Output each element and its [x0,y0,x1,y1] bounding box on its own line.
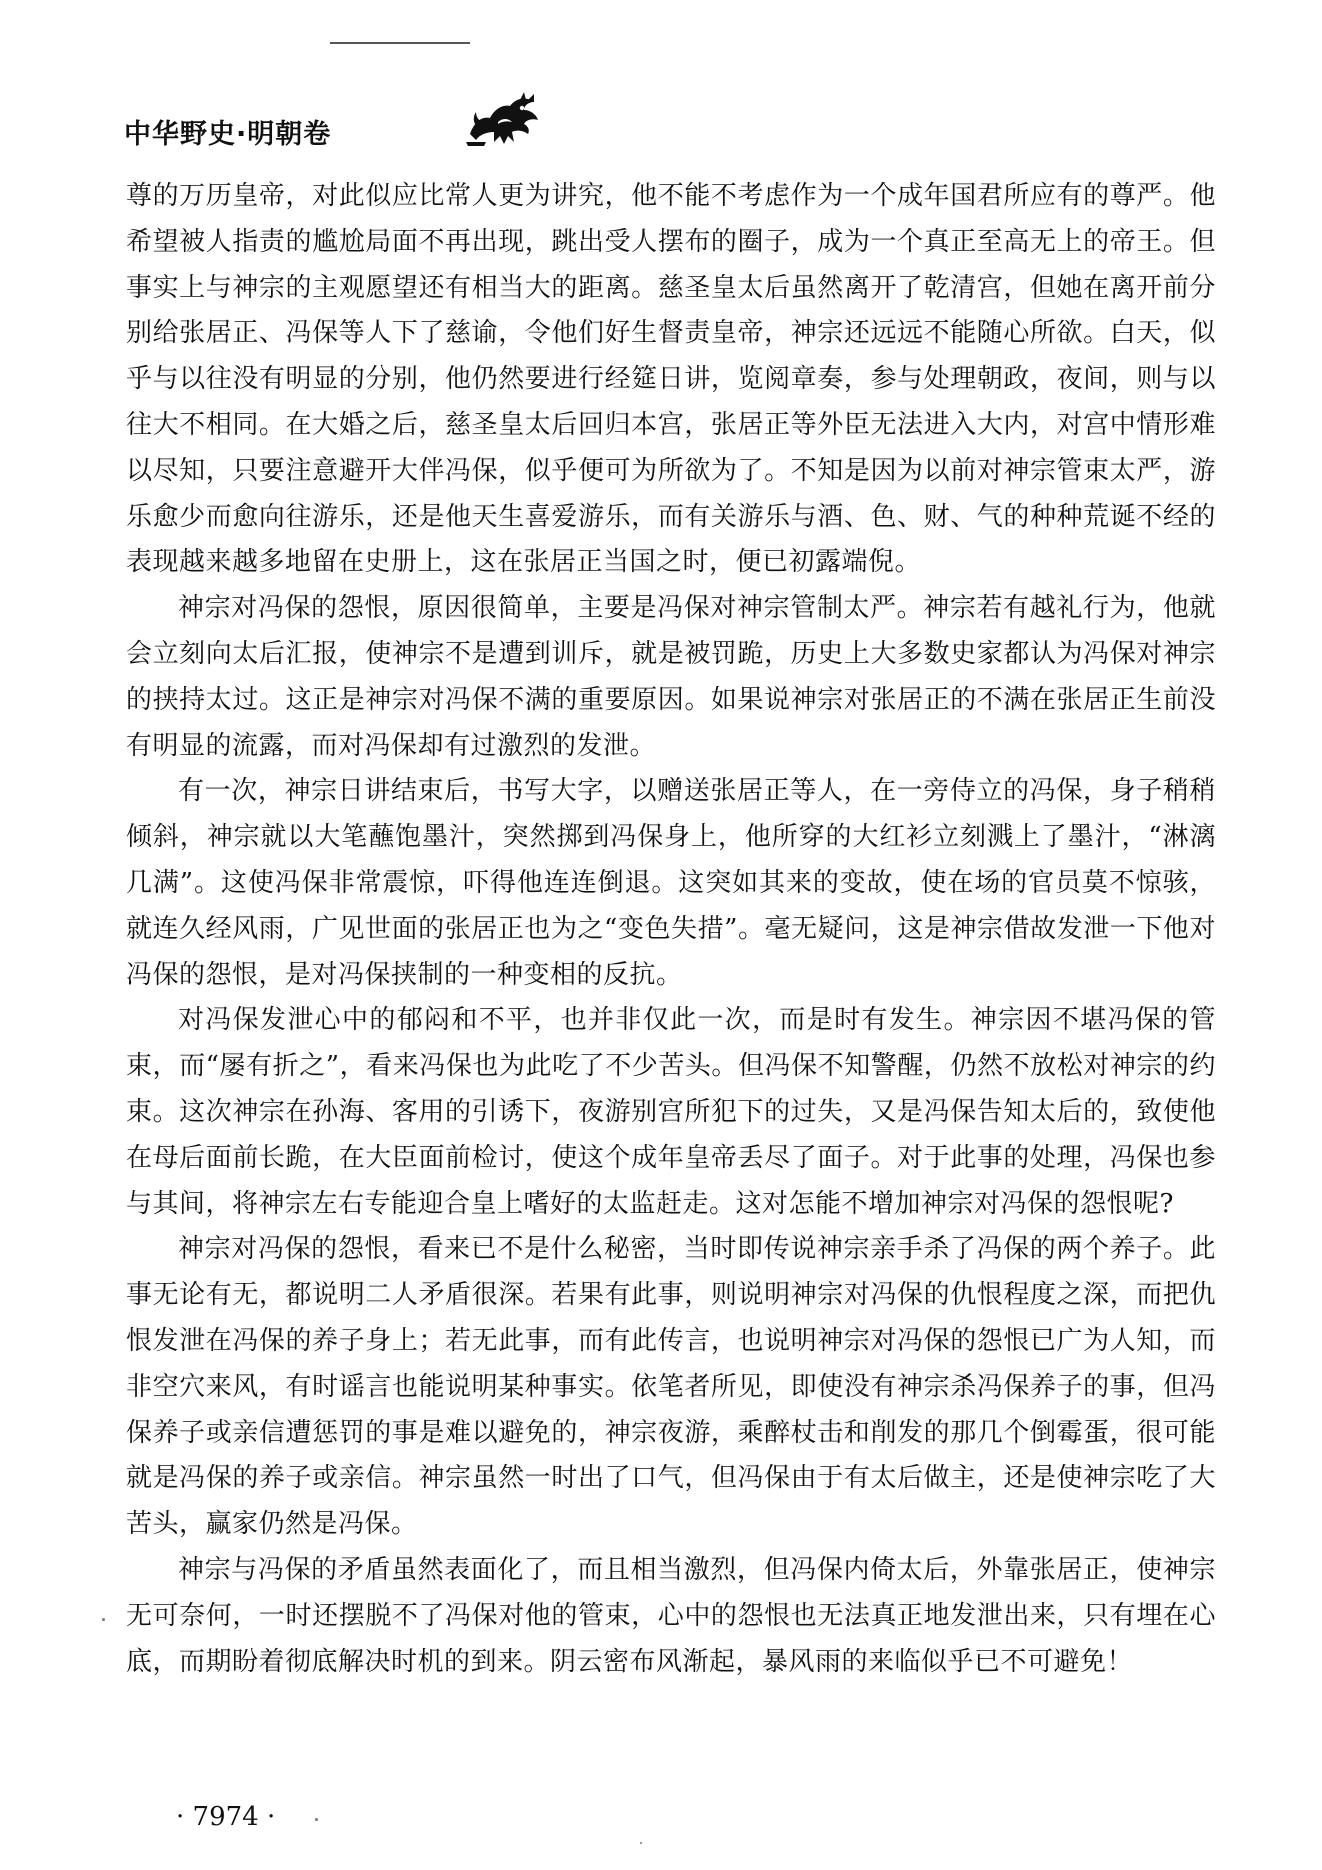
scan-speck [102,1618,105,1621]
paragraph: 对冯保发泄心中的郁闷和不平，也并非仅此一次，而是时有发生。神宗因不堪冯保的管束，而“屡有折之”，看来冯保也为此吃了不少苦头。但冯保不知警醒，仍然不放松对神宗的约束。这次神宗在孙海、客用的引诱下，夜游别宫所犯下的过失，又是冯保告知太后的，致使他在母后面前长跪，在大臣面前检讨，使这个成年皇帝丢尽了面子。对于此事的处理，冯保也参与其间，将神宗左右专能迎合皇上嗜好的太监赶走。这对怎能不增加神宗对冯保的怨恨呢? [126,1005,1216,1219]
paragraph: 神宗对冯保的怨恨，原因很简单，主要是冯保对神宗管制太严。神宗若有越礼行为，他就会立刻向太后汇报，使神宗不是遭到训斥，就是被罚跪，历史上大多数史家都认为冯保对神宗的挟持太过。这正是神宗对冯保不满的重要原因。如果说神宗对张居正的不满在张居正生前没有明显的流露，而对冯保却有过激烈的发泄。 [126,593,1216,761]
paragraph: 神宗与冯保的矛盾虽然表面化了，而且相当激烈，但冯保内倚太后，外靠张居正，使神宗无可奈何，一时还摆脱不了冯保对他的管束，心中的怨恨也无法真正地发泄出来，只有埋在心底，而期盼着彻底解决时机的到来。阴云密布风渐起，暴风雨的来临似乎已不可避免！ [126,1554,1216,1677]
paragraph: 有一次，神宗日讲结束后，书写大字，以赠送张居正等人，在一旁侍立的冯保，身子稍稍倾斜，神宗就以大笔蘸饱墨汁，突然掷到冯保身上，他所穿的大红衫立刻溅上了墨汁，“淋漓几满”。这使冯保非常震惊，吓得他连连倒退。这突如其来的变故，使在场的官员莫不惊骇，就连久经风雨，广见世面的张居正也为之“变色失措”。毫无疑问，这是神宗借故发泄一下他对冯保的怨恨，是对冯保挟制的一种变相的反抗。 [126,776,1216,990]
page-number: · 7974 · [176,1802,276,1832]
dragon-emblem-icon [464,88,546,152]
scan-speck [640,1842,642,1844]
top-rule [330,42,470,44]
page-header [124,108,1224,178]
body-text [126,174,1216,1685]
paragraph: 尊的万历皇帝，对此似应比常人更为讲究，他不能不考虑作为一个成年国君所应有的尊严。他希望被人指责的尴尬局面不再出现，跳出受人摆布的圈子，成为一个真正至高无上的帝王。但事实上与神宗的主观愿望还有相当大的距离。慈圣皇太后虽然离开了乾清宫，但她在离开前分别给张居正、冯保等人下了慈谕，令他们好生督责皇帝，神宗还远远不能随心所欲。白天，似乎与以往没有明显的分别，他仍然要进行经筵日讲，览阅章奏，参与处理朝政，夜间，则与以往大不相同。在大婚之后，慈圣皇太后回归本宫，张居正等外臣无法进入大内，对宫中情形难以尽知，只要注意避开大伴冯保，似乎便可为所欲为了。不知是因为以前对神宗管束太严，游乐愈少而愈向往游乐，还是他天生喜爱游乐，而有关游乐与酒、色、财、气的种种荒诞不经的表现越来越多地留在史册上，这在张居正当国之时，便已初露端倪。 [126,181,1216,578]
scan-speck [315,1818,318,1821]
series-title: 中华野史·明朝卷 [124,119,332,150]
paragraph: 神宗对冯保的怨恨，看来已不是什么秘密，当时即传说神宗亲手杀了冯保的两个养子。此事无论有无，都说明二人矛盾很深。若果有此事，则说明神宗对冯保的仇恨程度之深，而把仇恨发泄在冯保的养子身上；若无此事，而有此传言，也说明神宗对冯保的怨恨已广为人知，而非空穴来风，有时谣言也能说明某种事实。依笔者所见，即使没有神宗杀冯保养子的事，但冯保养子或亲信遭惩罚的事是难以避免的，神宗夜游，乘醉杖击和削发的那几个倒霉蛋，很可能就是冯保的养子或亲信。神宗虽然一时出了口气，但冯保由于有太后做主，还是使神宗吃了大苦头，赢家仍然是冯保。 [126,1234,1216,1540]
